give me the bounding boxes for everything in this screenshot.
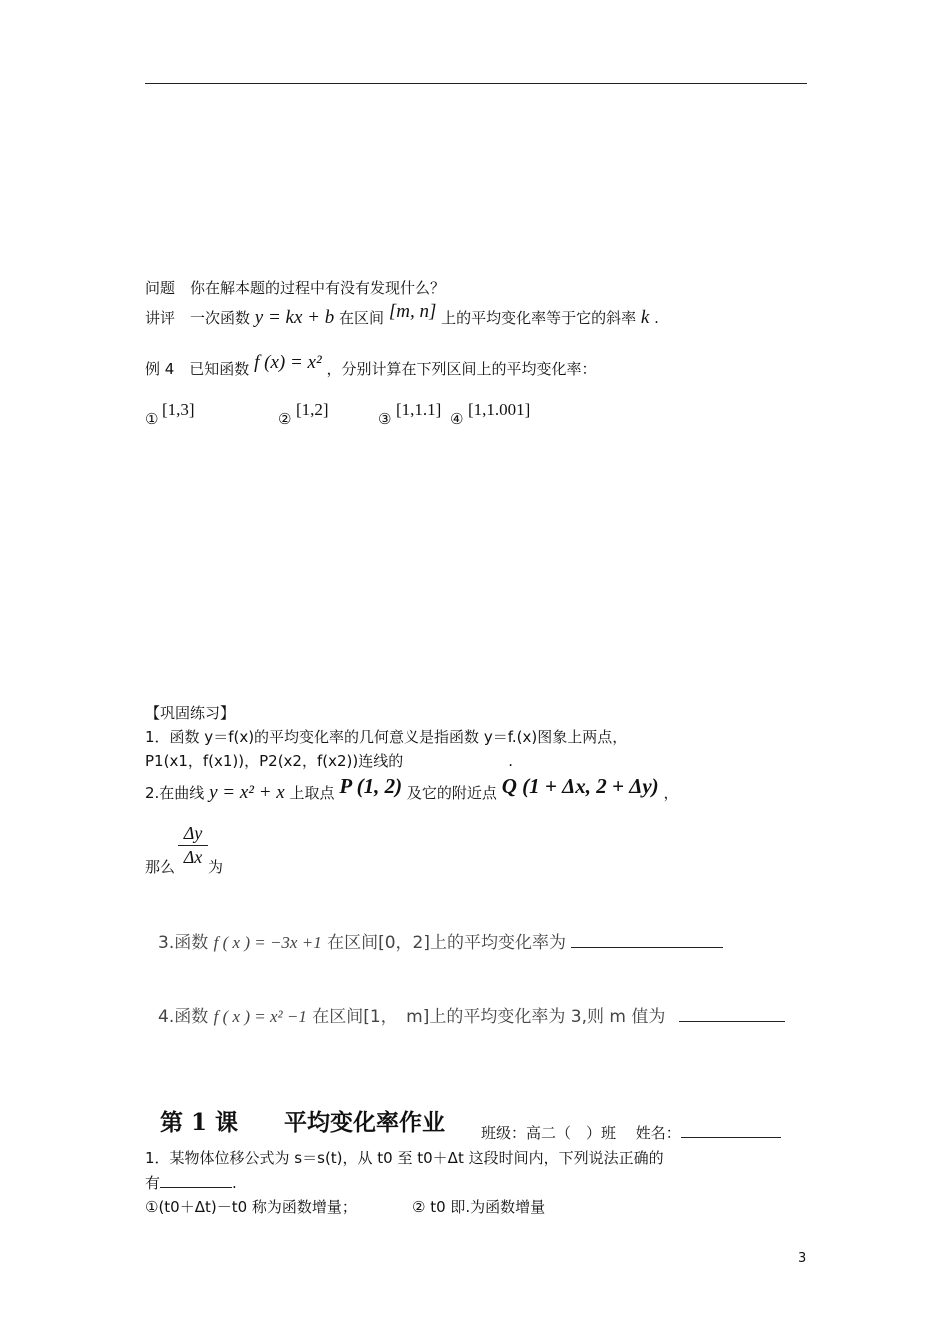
page-number: 3	[798, 1251, 807, 1266]
practice1-text: P1(x1，f(x1))，P2(x2，f(x2))连线的	[145, 752, 404, 770]
comment-interval: [m, n]	[388, 301, 437, 322]
comment-period: .	[654, 309, 659, 327]
practice4-b: 在区间[1， m]上的平均变化率为 3,则 m 值为	[312, 1007, 666, 1027]
example4-text: ，分别计算在下列区间上的平均变化率：	[326, 360, 597, 378]
comment-k: k	[640, 307, 650, 328]
practice3-line	[158, 928, 723, 953]
fraction-numerator: Δy	[183, 823, 203, 843]
example4-label: 例 4 已知函数	[145, 360, 250, 378]
fraction-bar	[178, 845, 208, 846]
homework-title: 第 1 课 平均变化率作业	[160, 1109, 446, 1136]
practice3-formula: f ( x ) = −3x +1	[213, 933, 322, 952]
homework1-option1: ①(t0＋Δt)－t0 称为函数增量；	[145, 1198, 357, 1216]
practice3-b: 在区间[0，2]上的平均变化率为	[327, 933, 567, 953]
item-mark: ①	[145, 410, 159, 428]
class-name-line	[481, 1122, 781, 1143]
item-interval: [1,3]	[162, 400, 195, 419]
comment-label: 讲评 一次函数	[145, 309, 251, 327]
homework1-line1: 1．某物体位移公式为 s＝s(t)，从 t0 至 t0＋Δt 这段时间内，下列说法正确的	[145, 1149, 664, 1167]
answer-blank[interactable]	[160, 1173, 232, 1188]
delta-fraction	[178, 823, 208, 868]
comment-line	[145, 301, 659, 331]
practice1-line1: 1．函数 y＝f(x)的平均变化率的几何意义是指函数 y＝f.(x)图象上两点，	[145, 728, 628, 746]
answer-blank[interactable]	[679, 1007, 785, 1022]
item-interval: [1,1.001]	[468, 400, 531, 419]
comment-end: 上的平均变化率等于它的斜率	[441, 309, 637, 327]
class-label: 班级：高二（ ）班 姓名：	[481, 1124, 681, 1142]
practice1-end: .	[508, 752, 514, 770]
practice2-a: 2.在曲线	[145, 784, 205, 802]
item-mark: ④	[450, 410, 464, 428]
homework1-line2	[145, 1172, 237, 1193]
point-Q: Q (1 + Δx, 2 + Δy)	[501, 774, 659, 798]
example4-line	[145, 352, 597, 383]
practice1-line2	[145, 750, 513, 771]
practice2-b: 上取点	[289, 784, 335, 802]
homework1-you: 有	[145, 1174, 161, 1192]
item-mark: ③	[378, 410, 392, 428]
point-P: P (1, 2)	[339, 774, 403, 798]
example4-items	[145, 400, 545, 430]
homework1-option2: ② t0 即.为函数增量	[412, 1198, 546, 1216]
practice2-is: 为	[208, 858, 224, 876]
fraction-denominator: Δx	[183, 847, 203, 867]
name-blank[interactable]	[681, 1123, 781, 1138]
practice-title: 【巩固练习】	[145, 704, 236, 722]
practice2-comma: ，	[663, 784, 679, 802]
practice3-a: 3.函数	[158, 933, 209, 953]
practice2-then: 那么	[145, 858, 176, 876]
comment-formula: y = kx + b	[254, 307, 335, 328]
question-line: 问题 你在解本题的过程中有没有发现什么？	[145, 279, 446, 297]
header-rule	[145, 83, 807, 84]
practice2-c: 及它的附近点	[406, 784, 497, 802]
homework1-end: .	[232, 1174, 237, 1192]
item-interval: [1,1.1]	[396, 400, 442, 419]
answer-blank[interactable]	[571, 933, 723, 948]
practice2-line	[145, 776, 678, 808]
practice4-line	[158, 1002, 785, 1027]
comment-mid: 在区间	[339, 309, 385, 327]
item-interval: [1,2]	[296, 400, 329, 419]
example4-formula: f (x) = x²	[254, 352, 322, 373]
practice2-formula: y = x² + x	[209, 782, 285, 803]
practice4-a: 4.函数	[158, 1007, 209, 1027]
item-mark: ②	[278, 410, 292, 428]
practice4-formula: f ( x ) = x² −1	[213, 1007, 307, 1026]
